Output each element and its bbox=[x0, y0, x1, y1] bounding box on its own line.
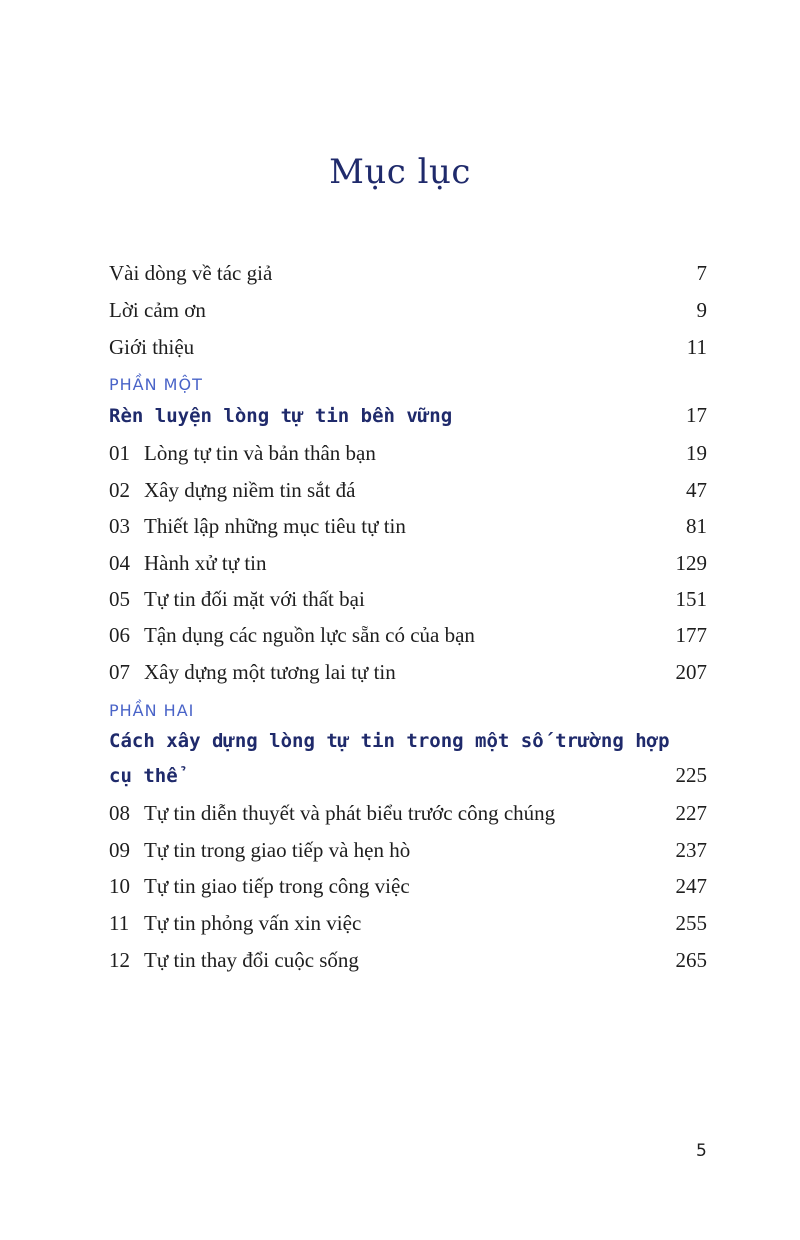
toc-entry-chapter[interactable] bbox=[109, 513, 707, 539]
part-title-text: Rèn luyện lòng tự tin bền vững bbox=[109, 405, 453, 427]
chapter-title: Tự tin thay đổi cuộc sống bbox=[144, 948, 359, 972]
chapter-number: 10 bbox=[109, 874, 130, 898]
toc-entry-chapter[interactable] bbox=[109, 873, 707, 899]
part-title-text: Cách xây dựng lòng tự tin trong một số trường hợp bbox=[109, 730, 670, 752]
chapter-title: Tận dụng các nguồn lực sẵn có của bạn bbox=[144, 623, 475, 647]
chapter-title: Tự tin đối mặt với thất bại bbox=[144, 587, 365, 611]
entry-page: 11 bbox=[686, 335, 707, 359]
part-two-label: PHẦN HAI bbox=[109, 701, 195, 720]
entry-page: 207 bbox=[675, 660, 707, 684]
page-title: Mục lục bbox=[329, 152, 471, 192]
chapter-title: Tự tin diễn thuyết và phát biểu trước công chúng bbox=[144, 801, 556, 825]
entry-page: 47 bbox=[686, 478, 707, 502]
entry-page: 129 bbox=[675, 551, 707, 575]
chapter-number: 02 bbox=[109, 478, 130, 502]
chapter-title: Xây dựng niềm tin sắt đá bbox=[144, 478, 356, 502]
toc-entry-chapter[interactable] bbox=[109, 440, 707, 466]
entry-page: 151 bbox=[675, 587, 707, 611]
toc-entry-author[interactable] bbox=[109, 260, 707, 286]
part-title-page: 225 bbox=[675, 763, 707, 787]
entry-page: 255 bbox=[675, 911, 707, 935]
chapter-title: Tự tin phỏng vấn xin việc bbox=[144, 911, 362, 935]
chapter-title: Thiết lập những mục tiêu tự tin bbox=[144, 514, 406, 538]
entry-page: 81 bbox=[686, 514, 707, 538]
entry-label: Lời cảm ơn bbox=[109, 298, 206, 322]
page-number: 5 bbox=[696, 1141, 707, 1161]
chapter-title: Tự tin giao tiếp trong công việc bbox=[144, 874, 410, 898]
entry-page: 247 bbox=[675, 874, 707, 898]
toc-entry-thanks[interactable] bbox=[109, 297, 707, 323]
chapter-number: 07 bbox=[109, 660, 130, 684]
chapter-number: 05 bbox=[109, 587, 130, 611]
toc-entry-chapter[interactable] bbox=[109, 477, 707, 503]
part-one-title[interactable] bbox=[109, 402, 707, 429]
entry-page: 227 bbox=[675, 801, 707, 825]
entry-page: 177 bbox=[675, 623, 707, 647]
entry-page: 9 bbox=[696, 298, 707, 322]
toc-entry-intro[interactable] bbox=[109, 334, 707, 360]
entry-page: 265 bbox=[675, 948, 707, 972]
chapter-number: 12 bbox=[109, 948, 130, 972]
chapter-number: 06 bbox=[109, 623, 130, 647]
chapter-number: 03 bbox=[109, 514, 130, 538]
chapter-title: Hành xử tự tin bbox=[144, 551, 267, 575]
part-two-title[interactable] bbox=[109, 728, 707, 789]
entry-label: Giới thiệu bbox=[109, 335, 195, 359]
toc-entry-chapter[interactable] bbox=[109, 837, 707, 863]
chapter-number: 08 bbox=[109, 801, 130, 825]
chapter-title: Xây dựng một tương lai tự tin bbox=[144, 660, 396, 684]
toc-entry-chapter[interactable] bbox=[109, 586, 707, 612]
chapter-number: 01 bbox=[109, 441, 130, 465]
chapter-title: Lòng tự tin và bản thân bạn bbox=[144, 441, 376, 465]
entry-page: 19 bbox=[686, 441, 707, 465]
chapter-number: 11 bbox=[109, 911, 130, 935]
entry-page: 7 bbox=[696, 261, 707, 285]
entry-page: 237 bbox=[675, 838, 707, 862]
chapter-title: Tự tin trong giao tiếp và hẹn hò bbox=[144, 838, 411, 862]
toc-entry-chapter[interactable] bbox=[109, 550, 707, 576]
part-title-text-continued: cụ thể bbox=[109, 765, 178, 787]
toc-entry-chapter[interactable] bbox=[109, 659, 707, 685]
toc-entry-chapter[interactable] bbox=[109, 910, 707, 936]
toc-entry-chapter[interactable] bbox=[109, 622, 707, 648]
part-one-label: PHẦN MỘT bbox=[109, 375, 203, 394]
toc-entry-chapter[interactable] bbox=[109, 800, 707, 826]
toc-entry-chapter[interactable] bbox=[109, 947, 707, 973]
chapter-number: 09 bbox=[109, 838, 130, 862]
chapter-number: 04 bbox=[109, 551, 130, 575]
entry-label: Vài dòng về tác giả bbox=[109, 261, 273, 285]
part-title-page: 17 bbox=[686, 403, 707, 427]
